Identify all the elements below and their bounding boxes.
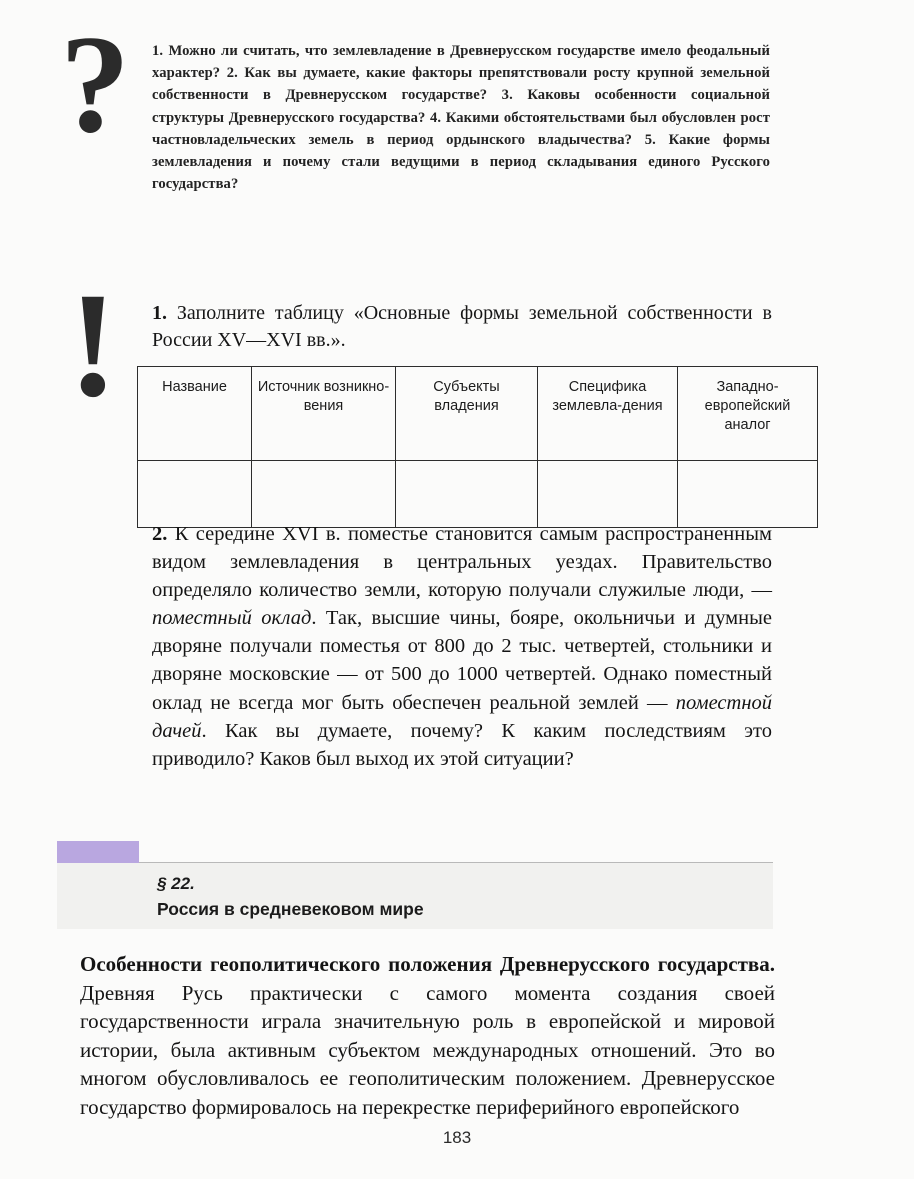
section-divider <box>57 862 773 863</box>
task-2-number: 2. <box>152 523 168 545</box>
exclamation-mark-icon: ! <box>68 262 118 428</box>
table-cell <box>138 461 252 528</box>
table-cell <box>678 461 818 528</box>
body-lead-in: Особенности геополитического положения Древнерусского государства. <box>80 952 775 976</box>
land-ownership-table <box>137 366 818 528</box>
body-paragraph <box>80 950 775 1122</box>
question-mark-icon: ? <box>60 7 130 162</box>
table-cell <box>538 461 678 528</box>
task-1-paragraph <box>152 300 772 354</box>
table-header-row <box>138 367 818 461</box>
questions-paragraph: 1. Можно ли считать, что землевладение в Древнерусском государстве имело феодальный характер? 2. Как вы думаете, какие факторы препятствовали росту крупной земельной собственности в Древнерусском государстве? 3. Каковы особенности социальной структуры Древнерусского государства? 4. Какими обстоятельствами был обусловлен рост частновладельческих земель в период ордынского владычества? 5. Какие формы землевладения и почему стали ведущими в период складывания единого Русского государства? <box>152 43 770 193</box>
task-2-paragraph <box>152 520 772 773</box>
task-1-text: Заполните таблицу «Основные формы земельной собственности в России XV—XVI вв.». <box>152 302 772 351</box>
table-row <box>138 461 818 528</box>
table-header-cell: Источник возникно-вения <box>252 367 396 461</box>
table-header-cell: Западно-европейский аналог <box>678 367 818 461</box>
table-header-cell: Название <box>138 367 252 461</box>
task-2-text-part-2: . Так, высшие чины, бояре, окольничьи и думные дворяне получали поместья от 800 до 2 тыс. четвертей, стольники и дворяне московские — от 500 до 1000 четвертей. Однако поместный оклад не всегда мог быть обеспечен реальной землей — <box>152 607 772 714</box>
section-number: § 22. <box>157 874 195 893</box>
section-title: Россия в средневековом мире <box>157 899 424 919</box>
task-2-term-2: поместной дачей <box>152 691 772 742</box>
page-number: 183 <box>442 1128 472 1147</box>
task-2-term-1: поместный оклад <box>152 607 312 630</box>
section-accent-bar <box>57 841 139 863</box>
table-cell <box>396 461 538 528</box>
table-header-cell: Субъекты владения <box>396 367 538 461</box>
task-1-number: 1. <box>152 302 167 324</box>
body-paragraph-text: Древняя Русь практически с самого момента создания своей государственности играла значительную роль в европейской и мировой истории, была активным субъектом международных отношений. Это во многом обусловливалось ее геополитическим положением. Древнерусское государство формировалось на перекрестке периферийного европейского <box>80 980 775 1119</box>
table-cell <box>252 461 396 528</box>
task-2-text-part-1: К середине XVI в. поместье становится самым распространенным видом землевладения в центральных уездах. Правительство определяло количество земли, которую получали служилые люди, — <box>152 523 772 602</box>
table-header-cell: Специфика землевла-дения <box>538 367 678 461</box>
task-2-text-part-3: . Как вы думаете, почему? К каким последствиям это приводило? Каков был выход их этой ситуации? <box>152 719 772 770</box>
